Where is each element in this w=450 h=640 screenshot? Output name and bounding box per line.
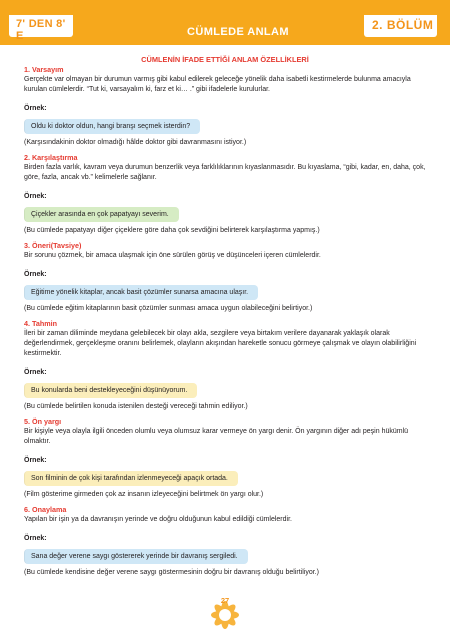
- example-sentence: Bu konularda beni destekleyeceğini düşünüyorum.: [24, 383, 197, 398]
- section-heading: 2. Karşılaştırma: [24, 153, 78, 162]
- grade-tab-label: 7' DEN 8' E: [16, 18, 66, 42]
- content-body: [24, 63, 426, 580]
- section-heading: 3. Öneri(Tavsiye): [24, 241, 82, 250]
- page-title: CÜMLENİN İFADE ETTİĞİ ANLAM ÖZELLİKLERİ: [141, 55, 309, 64]
- section-body: İleri bir zaman diliminde meydana gelebilecek bir olayı akla, sezgilere veya birtakım verilere dayanarak yaklaşık olarak değerlendirmek, gerçekleşme oranını belirlemek, olayların akışından hareketle sonucu görmeye çalışmak ve olayın olabilirliğini kestirmektir.: [24, 330, 417, 357]
- section-body: Bir kişiyle veya olayla ilgili önceden olumlu veya olumsuz karar vermeye ön yargı denir. Ön yargının diğer adı peşin hükümlü olmaktır.: [24, 428, 409, 445]
- example-sentence: Eğitime yönelik kitaplar, ancak basit çözümler sunarsa amacına ulaşır.: [24, 285, 258, 300]
- page-number: 27: [220, 596, 230, 605]
- section-heading: 6. Onaylama: [24, 505, 67, 514]
- example-explanation: (Karşısındakinin doktor olmadığı hâlde doktor gibi davranmasını istiyor.): [24, 139, 247, 146]
- example-explanation: (Film gösterime girmeden çok az insanın izleyeceğini belirtmek ön yargı olur.): [24, 491, 264, 498]
- grade-tab: [9, 15, 73, 42]
- example-label: Örnek:: [24, 457, 47, 464]
- section-body: Bir sorunu çözmek, bir amaca ulaşmak için öne sürülen görüş ve düşünceleri içeren cümlelerdir.: [24, 252, 321, 259]
- section-heading: 5. Ön yargı: [24, 417, 62, 426]
- example-label: Örnek:: [24, 369, 47, 376]
- example-label: Örnek:: [24, 271, 47, 278]
- example-sentence: Oldu ki doktor oldun, hangi branşı seçmek isterdin?: [24, 119, 200, 134]
- section-heading: 4. Tahmin: [24, 319, 58, 328]
- example-label: Örnek:: [24, 193, 47, 200]
- example-explanation: (Bu cümlede kendisine değer verene saygı göstermesinin doğru bir davranış olduğu belirtiliyor.): [24, 569, 319, 576]
- example-explanation: (Bu cümlede papatyayı diğer çiçeklere göre daha çok sevdiğini belirterek karşılaştırma yapmış.): [24, 227, 320, 234]
- example-sentence: Çiçekler arasında en çok papatyayı severim.: [24, 207, 179, 222]
- example-sentence: Son filminin de çok kişi tarafından izlenmeyeceği apaçık ortada.: [24, 471, 238, 486]
- section-body: Yapılan bir işin ya da davranışın yerinde ve doğru olduğunun kabul edildiği cümlelerdir.: [24, 516, 292, 523]
- example-label: Örnek:: [24, 535, 47, 542]
- section-body: Gerçekte var olmayan bir durumun varmış gibi kabul edilerek geleceğe yönelik daha isabetli kestirmelerde bulunma amacıyla kurulan cümlelerdir. “Tut ki, varsayalım ki, farz et ki… .” gibi ifadelerle kurulurlar.: [24, 76, 411, 93]
- section-tab: [364, 15, 437, 37]
- example-explanation: (Bu cümlede eğitim kitaplarının basit çözümler sunması amaca uygun olabileceğini belirtiyor.): [24, 305, 313, 312]
- flower-decoration: [210, 585, 240, 640]
- section-body: Birden fazla varlık, kavram veya durumun benzerlik veya farklılıklarının kıyaslanmasıdır. Bu kıyaslama, “gibi, kadar, en, daha, çok, göre, fazla, ancak vb.” kelimelerle sağlanır.: [24, 164, 426, 181]
- example-explanation: (Bu cümlede belirtilen konuda istenilen desteği vereceği tahmin ediliyor.): [24, 403, 248, 410]
- header-bar: [0, 0, 450, 45]
- chapter-title: CÜMLEDE ANLAM: [187, 26, 289, 38]
- section-heading: 1. Varsayım: [24, 65, 64, 74]
- example-sentence: Sana değer verene saygı göstererek yerinde bir davranış sergiledi.: [24, 549, 248, 564]
- example-label: Örnek:: [24, 105, 47, 112]
- section-tab-label: 2. BÖLÜM: [372, 18, 434, 32]
